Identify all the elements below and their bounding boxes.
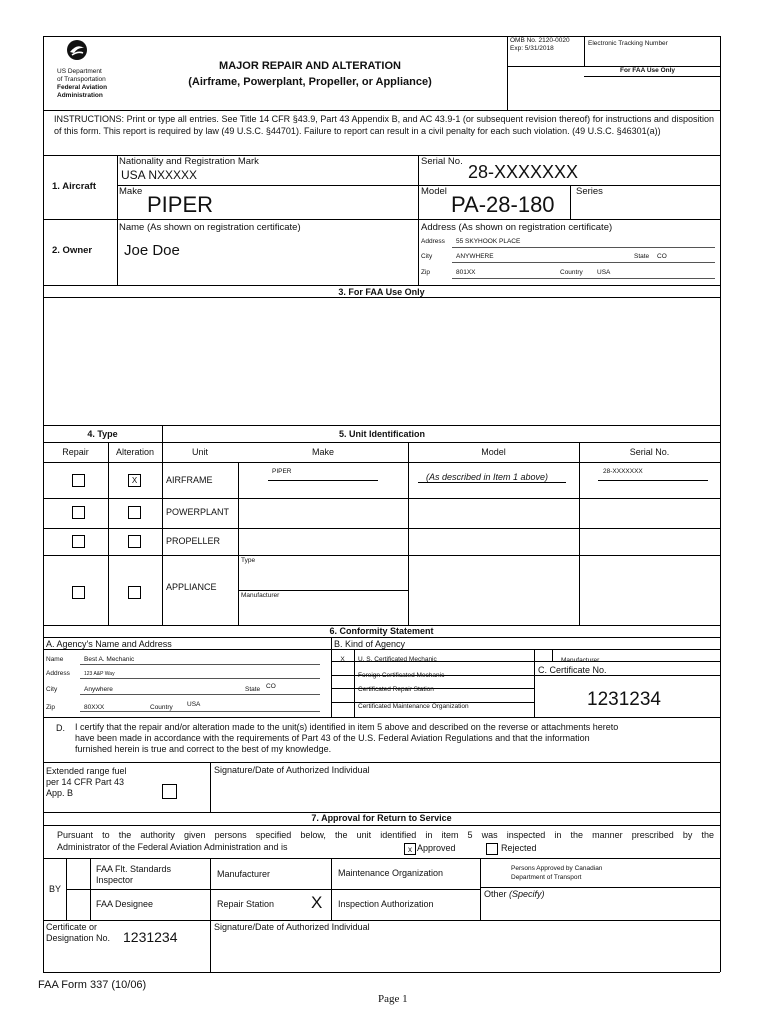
form-title: MAJOR REPAIR AND ALTERATION (Airframe, Powerplant, Propeller, or Appliance): [188, 60, 432, 88]
agency-address-label: Address: [46, 670, 70, 677]
certificate-no-value: 1231234: [587, 689, 661, 710]
state-label: State: [634, 253, 650, 260]
form-number: FAA Form 337 (10/06): [38, 979, 147, 991]
kind-mark-mechanic[interactable]: X: [340, 656, 345, 663]
appliance-label: APPLIANCE: [166, 582, 217, 592]
rejected-label: Rejected: [501, 843, 537, 853]
address-value: 55 SKYHOOK PLACE: [456, 238, 521, 245]
kind-of-agency-label: B. Kind of Agency: [334, 639, 406, 649]
airframe-label: AIRFRAME: [166, 475, 213, 485]
extended-range-checkbox[interactable]: [162, 784, 177, 799]
agency-address-value: 123 A&P Way: [84, 671, 115, 677]
type-section-title: 4. Type: [87, 429, 118, 439]
model-col-header: Model: [481, 447, 506, 457]
agency-zip-label: Zip: [46, 704, 56, 711]
agency-city-label: City: [46, 686, 58, 693]
country-label: Country: [560, 269, 583, 276]
agency-name-address-label: A. Agency's Name and Address: [46, 639, 172, 649]
certification-statement: I certify that the repair and/or alteration made to the unit(s) identified in item 5 above and described on the reverse or attachments hereto have been made in accordance with the requirements of Part 43 of the U.S. Federal Aviation Regulations and that the information furnished herein is true and correct to the best of my knowledge.: [75, 722, 619, 754]
propeller-repair-checkbox[interactable]: [72, 535, 85, 548]
faa-use-section-title: 3. For FAA Use Only: [338, 287, 425, 297]
inspection-authorization-label: Inspection Authorization: [338, 899, 434, 909]
airframe-make-value: PIPER: [272, 468, 292, 475]
aircraft-section-label: 1. Aircraft: [52, 181, 96, 192]
powerplant-repair-checkbox[interactable]: [72, 506, 85, 519]
alteration-col-header: Alteration: [115, 447, 155, 457]
kind-repair-station: Certificated Repair Station: [358, 686, 434, 693]
approved-checkbox[interactable]: x: [404, 843, 416, 855]
powerplant-alteration-checkbox[interactable]: [128, 506, 141, 519]
airframe-repair-checkbox[interactable]: [72, 474, 85, 487]
address-label: Address: [421, 238, 445, 245]
agency-zip-value: 80XXX: [84, 704, 105, 711]
unit-section-title: 5. Unit Identification: [338, 429, 425, 439]
make-col-header: Make: [311, 447, 334, 457]
approval-cert-value: 1231234: [123, 929, 178, 945]
specify-label: (Specify): [509, 889, 545, 899]
agency-name-label: Name: [46, 656, 64, 663]
country-value: USA: [597, 269, 611, 276]
faa-logo-icon: [66, 39, 88, 61]
faa-use-only-label: For FAA Use Only: [620, 67, 676, 74]
canadian-approved-label: Persons Approved by Canadian Department of Transport: [511, 865, 603, 881]
unit-col-header: Unit: [191, 447, 208, 457]
faa-flt-inspector-label: FAA Flt. Standards Inspector: [96, 864, 172, 885]
model-label: Model: [421, 186, 447, 197]
approval-cert-label: Certificate or Designation No.: [46, 922, 111, 943]
conformity-signature-field[interactable]: [212, 778, 718, 811]
page-number: Page 1: [378, 993, 408, 1005]
approval-maint-org-label: Maintenance Organization: [338, 868, 444, 878]
propeller-alteration-checkbox[interactable]: [128, 535, 141, 548]
airframe-model-value: (As described in Item 1 above): [426, 472, 549, 482]
agency-country-value: USA: [187, 701, 201, 708]
appliance-type-label: Type: [241, 557, 256, 564]
faa-use-area[interactable]: [44, 298, 720, 424]
approval-signature-field[interactable]: [212, 936, 718, 970]
serial-label: Serial No.: [421, 156, 463, 167]
series-label: Series: [576, 186, 603, 197]
kind-us-mechanic: U. S. Certificated Mechanic: [358, 656, 437, 663]
city-value: ANYWHERE: [456, 253, 494, 260]
serial-col-header: Serial No.: [629, 447, 670, 457]
by-label: BY: [49, 884, 62, 894]
other-specify-label: Other (Specify): [484, 889, 545, 899]
agency-name-value: Best A. Mechanic: [84, 656, 135, 663]
city-label: City: [421, 253, 433, 260]
zip-label: Zip: [421, 269, 431, 276]
make-label: Make: [119, 186, 143, 197]
appliance-alteration-checkbox[interactable]: [128, 586, 141, 599]
faa-designee-label: FAA Designee: [96, 899, 154, 909]
approval-section-title: 7. Approval for Return to Service: [311, 813, 452, 823]
repair-col-header: Repair: [62, 447, 89, 457]
owner-section-label: 2. Owner: [52, 245, 93, 256]
owner-name-label: Name (As shown on registration certificate): [119, 222, 301, 233]
serial-value: 28-XXXXXXX: [468, 162, 579, 182]
kind-maintenance-org: Certificated Maintenance Organization: [358, 703, 469, 710]
owner-name-value: Joe Doe: [124, 242, 180, 259]
airframe-alteration-checkbox[interactable]: X: [128, 474, 141, 487]
certification-d-label: D.: [56, 723, 65, 733]
conformity-signature-label: Signature/Date of Authorized Individual: [214, 765, 370, 775]
appliance-repair-checkbox[interactable]: [72, 586, 85, 599]
instructions-text: INSTRUCTIONS: Print or type all entries. See Title 14 CFR §43.9, Part 43 Appendix B, and AC 43.9-1 (or subsequent revision thereof) for instructions and disposition of this form. This report is required by law (49 U.S.C. §44701). Failure to report can result in a civil penalty for each such violation. (49 U.S.C. §46301(a)): [54, 114, 714, 136]
approval-statement: Pursuant to the authority given persons specified below, the unit identified in item 5 was inspected in the manner prescribed by the Administrator of the Federal Aviation Administration and is: [57, 830, 714, 852]
department-name: US Department of Transportation Federal Aviation Administration: [57, 68, 108, 99]
agency-state-label: State: [245, 686, 261, 693]
approval-manufacturer-label: Manufacturer: [217, 869, 271, 879]
model-value: PA-28-180: [451, 192, 555, 217]
approval-repair-station-label: Repair Station: [217, 899, 275, 909]
certificate-no-label: C. Certificate No.: [538, 665, 607, 675]
extended-range-label: Extended range fuel per 14 CFR Part 43 App. B: [46, 766, 127, 798]
powerplant-label: POWERPLANT: [166, 507, 230, 517]
airframe-serial-value: 28-XXXXXXX: [603, 468, 643, 475]
agency-country-label: Country: [150, 704, 173, 711]
propeller-label: PROPELLER: [166, 536, 221, 546]
approval-signature-label: Signature/Date of Authorized Individual: [214, 922, 370, 932]
state-value: CO: [657, 253, 667, 260]
kind-foreign-mechanic: Foreign Certificated Mechanic: [358, 672, 445, 679]
registration-value: USA NXXXXX: [121, 168, 198, 182]
conformity-section-title: 6. Conformity Statement: [329, 626, 434, 636]
repair-station-x-mark[interactable]: X: [311, 893, 323, 912]
kind-manufacturer: Manufacturer: [561, 657, 600, 664]
registration-label: Nationality and Registration Mark: [119, 156, 259, 167]
tracking-number-label: Electronic Tracking Number: [588, 40, 668, 47]
omb-number: OMB No. 2120-0020 Exp: 5/31/2018: [510, 37, 570, 52]
agency-city-value: Anywhere: [84, 686, 113, 693]
owner-address-label: Address (As shown on registration certificate): [421, 222, 613, 233]
approved-label: Approved: [417, 843, 456, 853]
make-value: PIPER: [147, 192, 214, 217]
agency-state-value: CO: [266, 683, 276, 690]
zip-value: 801XX: [456, 269, 476, 276]
appliance-manufacturer-label: Manufacturer: [241, 592, 280, 599]
rejected-checkbox[interactable]: [486, 843, 498, 855]
